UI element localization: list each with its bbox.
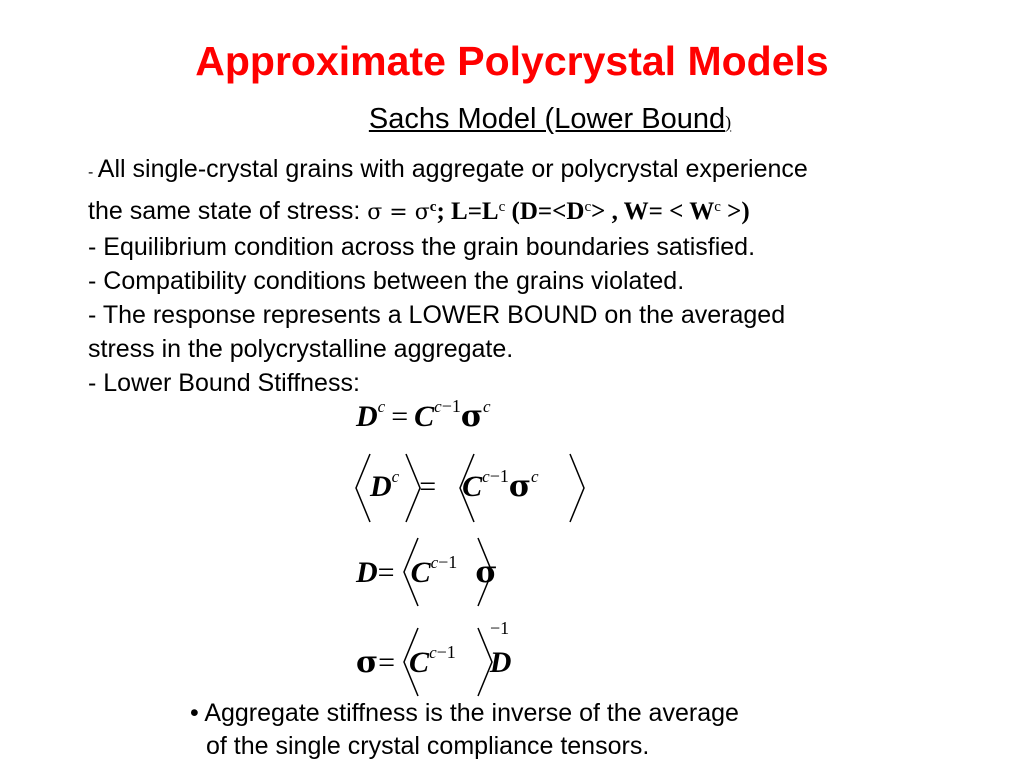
eq3-lhs: D [356,556,378,589]
eq1-c-sup: c [434,397,442,416]
eq2-equals: = [419,470,437,503]
formula-part-e: >) [720,198,750,225]
eq1-inverse: −1 [441,396,461,416]
formula-part-d: > , W= < W [591,198,715,225]
eq1-c: C [414,400,435,433]
eq3-c-sup: c [430,553,439,572]
footer-line-1: • Aggregate stiffness is the inverse of the average [190,699,739,727]
eq2-lhs-sup: c [391,467,400,486]
bullet-dash: - [88,164,98,181]
eq4-equals: = [378,646,396,679]
bullet-2: - Equilibrium condition across the grain boundaries satisfied. [88,233,756,261]
subtitle-text: Sachs Model (Lower Bound [368,103,726,135]
eq3-sigma: σ [475,555,498,590]
formula-part-c: (D=<D [505,198,585,225]
eq2-inverse: −1 [489,466,509,486]
bullet-5: - Lower Bound Stiffness: [88,369,360,397]
equation-3 [356,552,497,590]
bullet-1-text-2: the same state of stress: [88,197,368,225]
slide-title: Approximate Polycrystal Models [195,38,829,84]
formula-sup-3: c [584,199,592,215]
formula-sup-1: c [429,199,437,215]
eq2-left-bracket-1 [356,454,370,522]
eq4-inverse: −1 [436,642,456,662]
eq2-c: C [462,470,483,503]
eq1-lhs-sup: c [377,397,386,416]
bullet-3: - Compatibility conditions between the grains violated. [88,267,685,295]
equation-1 [356,396,491,434]
eq1-sigma: σ [460,399,483,434]
eq1-sigma-sup: c [482,397,491,416]
bullet-1-line-2 [88,190,988,230]
eq4-c-sup: c [429,643,437,662]
eq4-c: C [409,646,430,679]
eq4-rhs: D [489,646,512,679]
eq2-sigma-sup: c [530,467,539,486]
formula-part-a: σ = σ [367,200,430,225]
eq2-lhs: D [370,470,392,503]
equation-2 [370,466,539,504]
formula-sup-4: c [714,199,721,215]
eq2-right-bracket-2 [570,454,584,522]
eq4-outer-inverse: −1 [490,618,510,638]
formula-sup-2: c [498,199,506,215]
bullet-1-text: All single-crystal grains with aggregate or polycrystal experience [97,155,808,183]
bullet-1-line-1 [88,152,988,190]
bullet-4-line-1: - The response represents a LOWER BOUND on the averaged [88,301,786,329]
equation-4 [356,642,511,680]
eq3-c: C [410,556,431,589]
subtitle-paren: ) [725,112,732,132]
bullet-4-line-2: stress in the polycrystalline aggregate. [88,335,514,363]
bullet-list [88,152,988,400]
eq1-lhs: D [356,400,378,433]
footer-line-2: of the single crystal compliance tensors. [206,732,650,760]
eq4-lhs: σ [356,645,379,680]
formula-part-b: ; L=L [436,198,499,225]
footer-note [190,697,890,763]
stress-formula [367,198,749,225]
eq3-inverse: −1 [438,552,458,572]
eq1-equals: = [391,400,409,433]
eq3-equals: = [377,556,395,589]
eq2-c-sup: c [482,467,490,486]
slide-subtitle [0,103,1024,136]
eq2-sigma: σ [508,469,531,504]
